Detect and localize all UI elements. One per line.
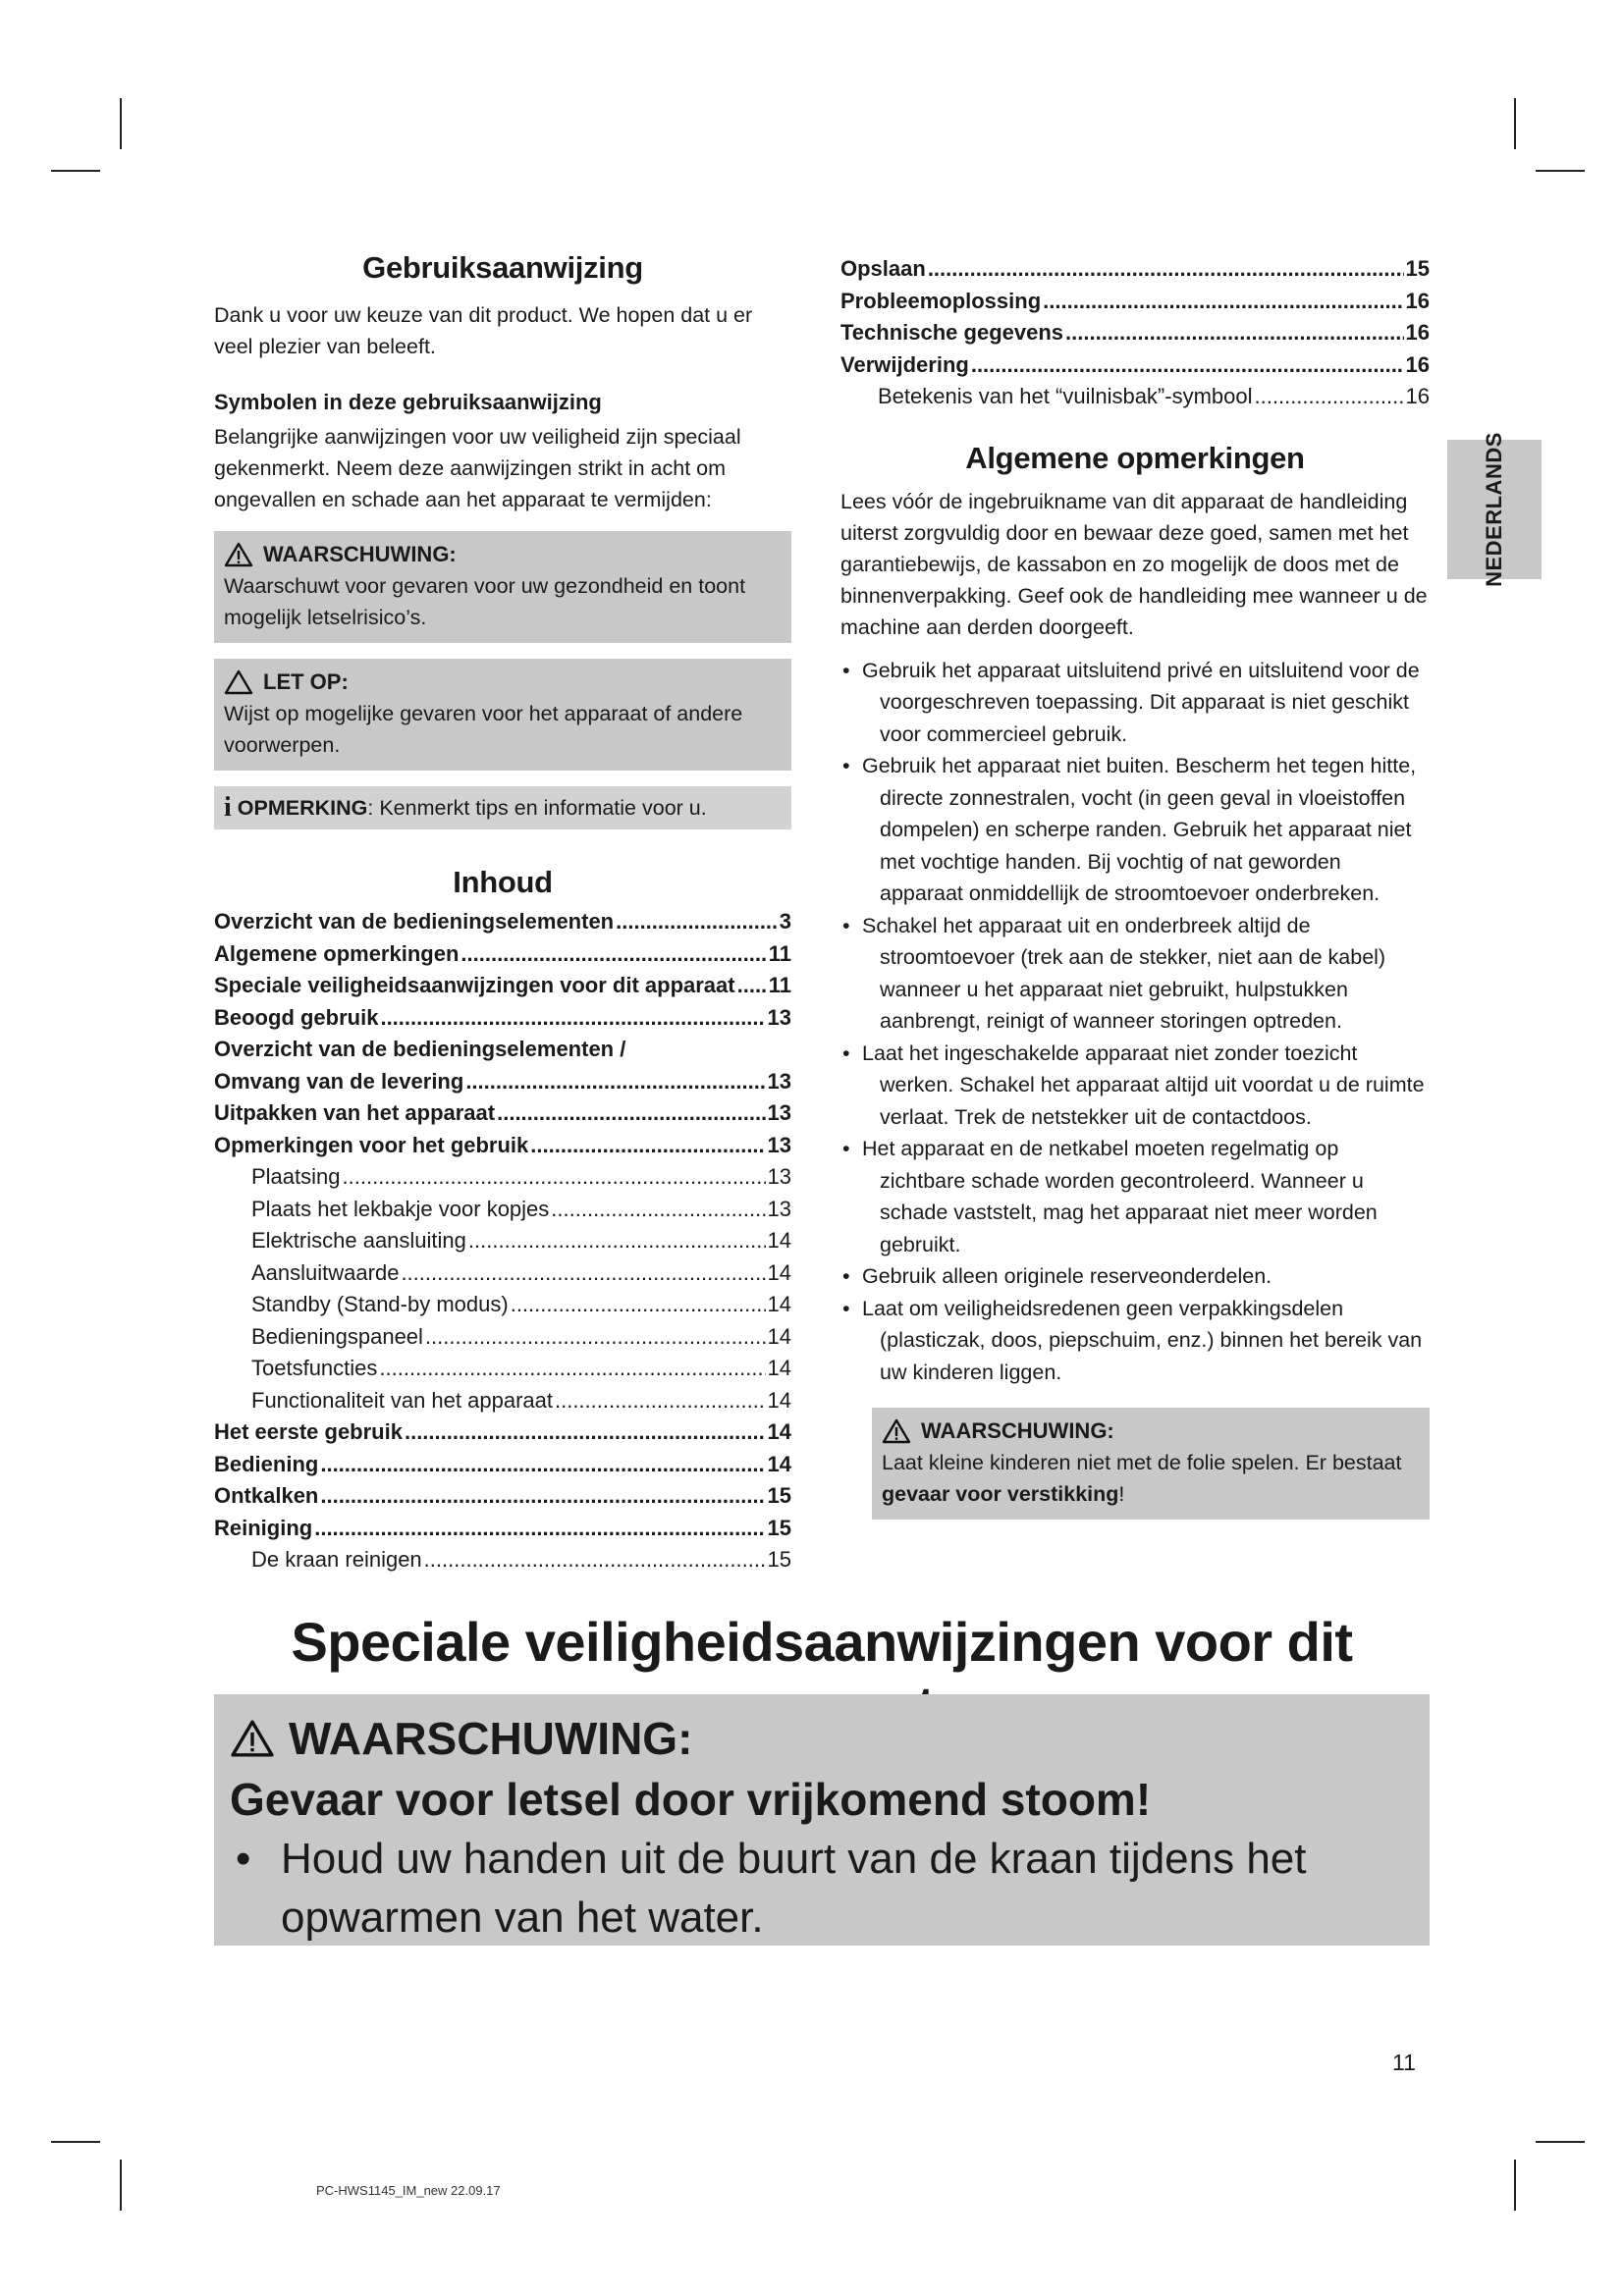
warning-text: Waarschuwt voor gevaren voor uw gezondheid en toont mogelijk letselrisico’s. <box>224 574 746 629</box>
footer-code: PC-HWS1145_IM_new 22.09.17 <box>316 2183 501 2198</box>
toc-subentry[interactable]: De kraan reinigen ..... 15 <box>214 1544 791 1576</box>
list-item: • Gebruik alleen originele reserveonderdelen. <box>840 1260 1430 1293</box>
safety-bullet: • Houd uw handen uit de buurt van de kraan tijdens het opwarmen van het water. <box>230 1830 1414 1948</box>
toc-entry[interactable]: Opmerkingen voor het gebruik ..... 13 <box>214 1130 791 1162</box>
toc-entry[interactable]: Technische gegevens ..... 16 <box>840 317 1430 349</box>
toc-entry[interactable]: Het eerste gebruik ..... 14 <box>214 1416 791 1449</box>
toc-entry[interactable]: Overzicht van de bedieningselementen ..... 3 <box>214 906 791 938</box>
warning-box <box>214 531 791 643</box>
list-item: • Het apparaat en de netkabel moeten regelmatig op zichtbare schade worden gecontroleerd. Wanneer u schade vaststelt, mag het apparaat niet meer worden gebruikt. <box>840 1133 1430 1260</box>
toc-left <box>214 906 791 1576</box>
warning-head <box>882 1415 1420 1447</box>
right-column <box>840 253 1430 1520</box>
toc-entry[interactable]: Algemene opmerkingen ..... 11 <box>214 938 791 971</box>
left-column <box>214 250 791 1576</box>
safety-warning-label: WAARSCHUWING: <box>289 1713 693 1764</box>
caution-text: Wijst op mogelijke gevaren voor het apparaat of andere voorwerpen. <box>224 702 743 757</box>
crop-mark <box>51 2141 100 2143</box>
note-text: : Kenmerkt tips en informatie voor u. <box>367 796 707 820</box>
page-number: 11 <box>1392 2050 1416 2075</box>
toc-entry[interactable]: Reiniging ..... 15 <box>214 1513 791 1545</box>
crop-mark <box>120 98 122 149</box>
toc-entry[interactable]: Overzicht van de bedieningselementen / <box>214 1037 626 1061</box>
note-label: OPMERKING <box>237 796 368 820</box>
general-bullets <box>840 655 1430 1389</box>
toc-entry[interactable]: Bediening ..... 14 <box>214 1449 791 1481</box>
toc-entry[interactable]: Uitpakken van het apparaat ..... 13 <box>214 1097 791 1130</box>
toc-entry[interactable]: Speciale veiligheidsaanwijzingen voor dit apparaat ..... 11 <box>214 970 791 1002</box>
note-box <box>214 786 791 829</box>
caution-triangle-icon <box>224 669 253 695</box>
general-title: Algemene opmerkingen <box>965 440 1305 475</box>
toc-subentry[interactable]: Standby (Stand-by modus) ..... 14 <box>214 1289 791 1321</box>
warning-box-children <box>872 1408 1430 1520</box>
crop-mark <box>1536 2141 1585 2143</box>
safety-title: Speciale veiligheidsaanwijzingen voor dit <box>291 1611 1353 1673</box>
warning-bold: gevaar voor verstikking <box>882 1482 1119 1506</box>
warning-head <box>224 539 782 570</box>
toc-subentry[interactable]: Plaats het lekbakje voor kopjes ..... 13 <box>214 1194 791 1226</box>
toc-subentry[interactable]: Plaatsing ..... 13 <box>214 1161 791 1194</box>
general-text: Lees vóór de ingebruikname van dit apparaat de handleiding uiterst zorgvuldig door en bewaar deze goed, samen met het garantiebewijs, de kassabon en zo mogelijk de doos met de binnenverpakking. Geef ook de handleiding mee wanneer u de machine aan derden doorgeeft. <box>840 489 1428 639</box>
crop-mark <box>1514 2160 1516 2211</box>
toc-subentry[interactable]: Bedieningspaneel ..... 14 <box>214 1321 791 1354</box>
symbols-title: Symbolen in deze gebruiksaanwijzing <box>214 390 602 414</box>
toc-subentry[interactable]: Aansluitwaarde ..... 14 <box>214 1257 791 1290</box>
safety-warning-head <box>230 1708 1414 1769</box>
symbols-text: Belangrijke aanwijzingen voor uw veiligheid zijn speciaal gekenmerkt. Neem deze aanwijzingen strikt in acht om ongevallen en schade aan het apparaat te vermijden: <box>214 425 741 511</box>
warning-text: Laat kleine kinderen niet met de folie spelen. Er bestaat gevaar voor verstikking! <box>882 1451 1402 1506</box>
toc-right <box>840 253 1430 413</box>
caution-head <box>224 667 782 698</box>
language-tab-label: NEDERLANDS <box>1482 432 1506 587</box>
warning-triangle-icon <box>882 1418 911 1444</box>
warning-label: WAARSCHUWING: <box>921 1418 1114 1443</box>
list-item: • Gebruik het apparaat uitsluitend privé en uitsluitend voor de voorgeschreven toepassing. Dit apparaat is niet geschikt voor commercieel gebruik. <box>840 655 1430 751</box>
toc-subentry[interactable]: Toetsfuncties ..... 14 <box>214 1353 791 1385</box>
crop-mark <box>1536 170 1585 172</box>
toc-subentry[interactable]: Elektrische aansluiting ..... 14 <box>214 1225 791 1257</box>
list-item: • Laat het ingeschakelde apparaat niet zonder toezicht werken. Schakel het apparaat altijd uit voordat u de ruimte verlaat. Trek de netstekker uit de contactdoos. <box>840 1038 1430 1134</box>
caution-box <box>214 659 791 771</box>
toc-title: Inhoud <box>453 865 553 899</box>
toc-entry[interactable]: Verwijdering ..... 16 <box>840 349 1430 382</box>
toc-subentry[interactable]: Betekenis van het “vuilnisbak”-symbool ..... 16 <box>840 381 1430 413</box>
list-item: • Gebruik het apparaat niet buiten. Bescherm het tegen hitte, directe zonnestralen, vocht (in geen geval in vloeistoffen dompelen) en scherpe randen. Gebruik het apparaat niet met vochtige handen. Bij vochtig of nat geworden apparaat onmiddellijk de stroomtoevoer onderbreken. <box>840 750 1430 910</box>
safety-warning-box <box>214 1694 1430 1946</box>
crop-mark <box>1514 98 1516 149</box>
info-icon: i <box>224 792 232 823</box>
toc-subentry[interactable]: Functionaliteit van het apparaat ..... 14 <box>214 1385 791 1417</box>
warning-label: WAARSCHUWING: <box>263 542 457 566</box>
intro-text: Dank u voor uw keuze van dit product. We hopen dat u er veel plezier van beleeft. <box>214 303 753 358</box>
toc-entry[interactable]: Ontkalken ..... 15 <box>214 1480 791 1513</box>
intro-title: Gebruiksaanwijzing <box>362 250 643 285</box>
toc-entry[interactable]: Probleemoplossing ..... 16 <box>840 286 1430 318</box>
safety-subtitle: Gevaar voor letsel door vrijkomend stoom! <box>230 1774 1152 1825</box>
toc-entry[interactable]: Beoogd gebruik ..... 13 <box>214 1002 791 1035</box>
list-item: • Laat om veiligheidsredenen geen verpakkingsdelen (plasticzak, doos, piepschuim, enz.) binnen het bereik van uw kinderen liggen. <box>840 1293 1430 1389</box>
toc-entry[interactable]: Opslaan ..... 15 <box>840 253 1430 286</box>
warning-triangle-icon <box>224 542 253 567</box>
crop-mark <box>120 2160 122 2211</box>
toc-entry[interactable]: Omvang van de levering ..... 13 <box>214 1066 791 1098</box>
crop-mark <box>51 170 100 172</box>
caution-label: LET OP: <box>263 669 349 694</box>
warning-triangle-icon <box>230 1719 275 1758</box>
list-item: • Schakel het apparaat uit en onderbreek altijd de stroomtoevoer (trek aan de stekker, niet aan de kabel) wanneer u het apparaat niet gebruikt, hulpstukken aanbrengt, reinigt of wanneer storingen optreden. <box>840 910 1430 1038</box>
language-tab <box>1447 432 1542 587</box>
